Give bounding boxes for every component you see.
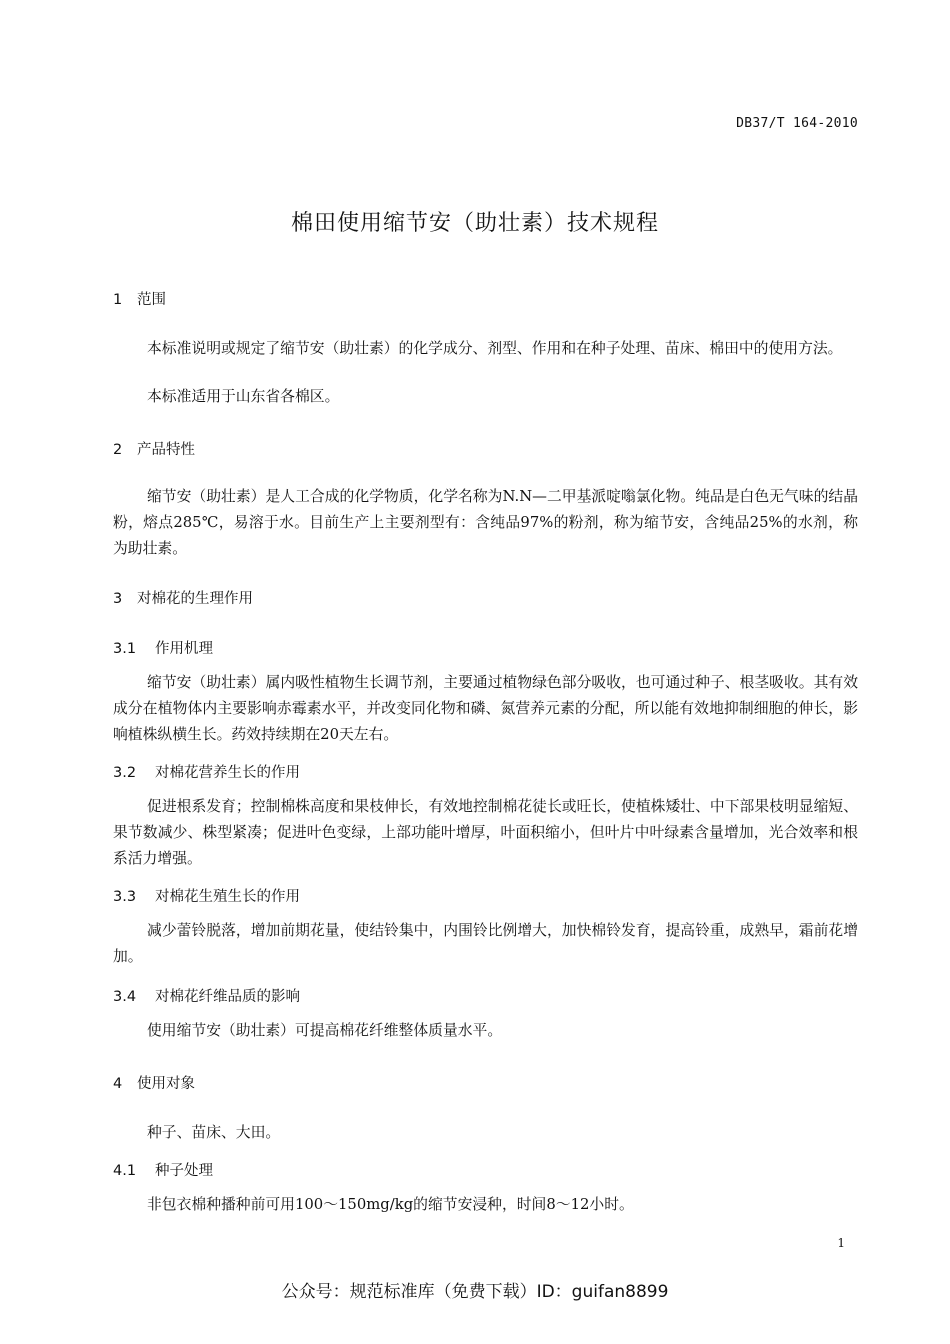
section-3-2-heading bbox=[113, 761, 300, 782]
section-2-heading bbox=[113, 438, 195, 459]
section-3-3-paragraph-1: 减少蕾铃脱落，增加前期花量，使结铃集中，内围铃比例增大，加快棉铃发育，提高铃重，成熟早，霜前花增加。 bbox=[113, 922, 858, 965]
section-3-heading bbox=[113, 587, 253, 608]
section-title: 范围 bbox=[137, 292, 166, 308]
section-3-1-heading bbox=[113, 637, 213, 658]
section-number: 3.1 bbox=[113, 641, 137, 657]
document-title: 棉田使用缩节安（助壮素）技术规程 bbox=[290, 211, 659, 236]
section-1-paragraph-1: 本标准说明或规定了缩节安（助壮素）的化学成分、剂型、作用和在种子处理、苗床、棉田中的使用方法。 bbox=[147, 340, 843, 357]
section-3-1-paragraph-1: 缩节安（助壮素）属内吸性植物生长调节剂，主要通过植物绿色部分吸收，也可通过种子、根茎吸收。其有效成分在植物体内主要影响赤霉素水平，并改变同化物和磷、氮营养元素的分配，所以能有效地抑制细胞的伸长，影响植株纵横生长。药效持续期在20天左右。 bbox=[113, 674, 858, 743]
section-title: 对棉花的生理作用 bbox=[137, 591, 253, 607]
section-title: 产品特性 bbox=[137, 442, 195, 458]
section-number: 1 bbox=[113, 292, 123, 308]
section-number: 4.1 bbox=[113, 1163, 137, 1179]
standard-code: DB37/T 164-2010 bbox=[736, 116, 858, 131]
section-title: 对棉花营养生长的作用 bbox=[155, 765, 300, 781]
section-4-paragraph-1: 种子、苗床、大田。 bbox=[147, 1124, 281, 1141]
section-1-heading bbox=[113, 288, 166, 309]
section-4-1-paragraph-1: 非包衣棉种播种前可用100～150mg/kg的缩节安浸种，时间8～12小时。 bbox=[147, 1196, 634, 1213]
section-1-paragraph-2: 本标准适用于山东省各棉区。 bbox=[147, 388, 340, 405]
section-number: 3.3 bbox=[113, 889, 137, 905]
section-3-4-heading bbox=[113, 985, 300, 1006]
section-3-3-heading bbox=[113, 885, 300, 906]
section-title: 作用机理 bbox=[155, 641, 213, 657]
section-title: 使用对象 bbox=[137, 1076, 195, 1092]
section-number: 4 bbox=[113, 1076, 123, 1092]
section-title: 种子处理 bbox=[155, 1163, 213, 1179]
section-2-paragraph-1: 缩节安（助壮素）是人工合成的化学物质，化学名称为N.N—二甲基派啶嗡氯化物。纯品是白色无气味的结晶粉，熔点285℃，易溶于水。目前生产上主要剂型有：含纯品97%的粉剂，称为缩节安，含纯品25%的水剂，称为助壮素。 bbox=[113, 488, 858, 557]
section-number: 3.2 bbox=[113, 765, 137, 781]
section-number: 2 bbox=[113, 442, 123, 458]
section-number: 3.4 bbox=[113, 989, 137, 1005]
section-4-1-heading bbox=[113, 1159, 213, 1180]
footer-watermark-text: 公众号：规范标准库（免费下载）ID：guifan8899 bbox=[281, 1282, 669, 1302]
section-4-heading bbox=[113, 1072, 195, 1093]
section-title: 对棉花纤维品质的影响 bbox=[155, 989, 300, 1005]
section-3-2-paragraph-1: 促进根系发育；控制棉株高度和果枝伸长，有效地控制棉花徒长或旺长，使植株矮壮、中下部果枝明显缩短、果节数减少、株型紧凑；促进叶色变绿，上部功能叶增厚，叶面积缩小，但叶片中叶绿素含量增加，光合效率和根系活力增强。 bbox=[113, 798, 858, 867]
page-number: 1 bbox=[837, 1236, 845, 1250]
section-number: 3 bbox=[113, 591, 123, 607]
section-title: 对棉花生殖生长的作用 bbox=[155, 889, 300, 905]
section-3-4-paragraph-1: 使用缩节安（助壮素）可提高棉花纤维整体质量水平。 bbox=[147, 1022, 503, 1039]
